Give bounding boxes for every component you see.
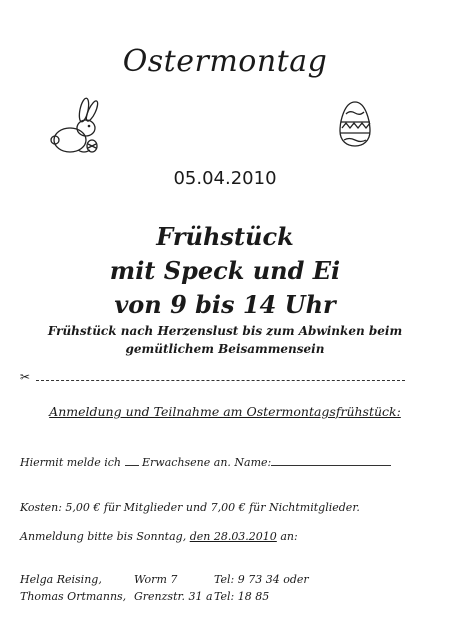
- deadline-suffix: an:: [280, 530, 298, 543]
- name-field[interactable]: [271, 465, 391, 466]
- costs-text: Kosten: 5,00 € für Mitglieder und 7,00 € für Nichtmitglieder.: [20, 501, 360, 514]
- page-title: Ostermontag: [122, 44, 328, 79]
- cut-line: [20, 370, 405, 386]
- signup-line: [20, 456, 391, 469]
- event-date: 05.04.2010: [173, 168, 277, 189]
- deadline-prefix: Anmeldung bitte bis Sonntag,: [20, 530, 187, 543]
- contact-tel: Tel: 9 73 34 oder: [214, 573, 309, 586]
- headline-line-2: mit Speck und Ei: [109, 256, 341, 285]
- headline-line-3: von 9 bis 14 Uhr: [114, 290, 336, 319]
- contact-name: Thomas Ortmanns,: [20, 590, 127, 603]
- deadline-line: [20, 530, 298, 543]
- headline-line-1: Frühstück: [156, 222, 294, 251]
- contact-street: Grenzstr. 31 a: [134, 590, 213, 603]
- easter-bunny-icon: [48, 96, 106, 158]
- deadline-date: den 28.03.2010: [189, 530, 277, 543]
- subtitle-line-2: gemütlichem Beisammensein: [125, 342, 325, 356]
- easter-egg-icon: [338, 100, 372, 148]
- subtitle-line-1: Frühstück nach Herzenslust bis zum Abwinken beim: [47, 324, 403, 338]
- contact-tel: Tel: 18 85: [214, 590, 270, 603]
- adults-count-field[interactable]: [125, 465, 139, 466]
- registration-heading: Anmeldung und Teilnahme am Ostermontagsfrühstück:: [49, 404, 401, 419]
- name-label: Name:: [234, 456, 272, 469]
- adults-label: Erwachsene an.: [142, 456, 231, 469]
- contact-street: Worm 7: [134, 573, 178, 586]
- signup-prefix: Hiermit melde ich: [20, 456, 122, 469]
- dashed-divider: [36, 380, 405, 381]
- scissors-icon: ✂: [20, 370, 31, 384]
- contact-name: Helga Reising,: [20, 573, 102, 586]
